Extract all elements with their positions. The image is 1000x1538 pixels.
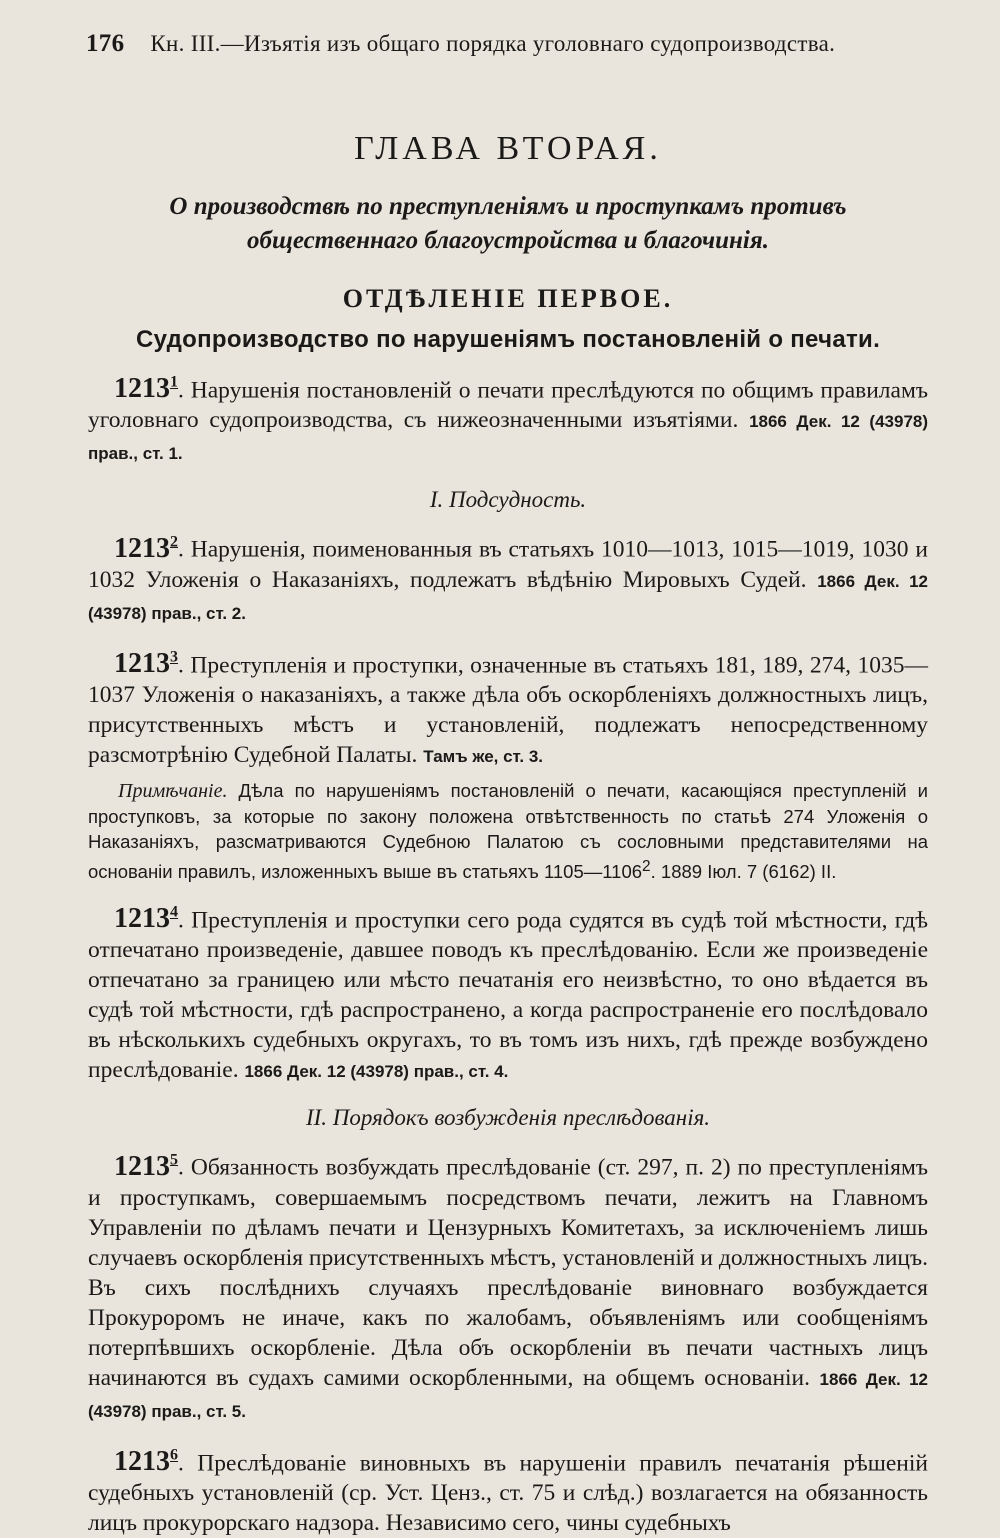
running-title: Кн. III.—Изъятія изъ общаго порядка уголовнаго судопроизводства.: [150, 31, 836, 56]
article-reference: 1866 Дек. 12 (43978) прав., ст. 4.: [244, 1062, 509, 1082]
article-text: . Нарушенія, поименованныя въ статьяхъ 1010—1013, 1015—1019, 1030 и 1032 Уложенія о Наказаніяхъ, подлежатъ вѣдѣнію Мировыхъ Судей.: [88, 536, 928, 593]
note-label: Примѣчаніе.: [118, 779, 228, 802]
note-sup: 2: [642, 857, 651, 875]
article-reference: 1866 Дек. 12 (43978) прав., ст. 2.: [88, 571, 928, 623]
article-1213-5: [88, 1145, 928, 1426]
article-number: 1213$^6$: [114, 1446, 178, 1478]
note-block: [88, 778, 928, 884]
page-number: 176: [86, 30, 125, 57]
chapter-subtitle: О производствѣ по преступленіямъ и проступкамъ противъ общественнаго благоустройства и благочинія.: [169, 193, 847, 254]
subheading-procedure: II. Порядокъ возбужденія преслѣдованія.: [305, 1105, 711, 1131]
article-number: 1213$^3$: [114, 647, 178, 679]
article-1213-4: [88, 898, 928, 1087]
article-text: . Преслѣдованіе виновныхъ въ нарушеніи правилъ печатанія рѣшеній судебныхъ установленій (ср. Уст. Ценз., ст. 75 и слѣд.) возлагается на обязанность лицъ прокурорскаго надзора. Независимо сего, чины судебныхъ: [88, 1450, 928, 1537]
note-reference: . 1889 Іюл. 7 (6162) II.: [650, 861, 837, 883]
article-number: 1213$^2$: [114, 532, 178, 564]
article-1213-3: [88, 643, 928, 772]
article-reference: 1866 Дек. 12 (43978) прав., ст. 5.: [88, 1369, 928, 1421]
article-text: . Обязанность возбуждать преслѣдованіе (ст. 297, п. 2) по преступленіямъ и проступкамъ, совершаемымъ посредствомъ печати, лежитъ на Главномъ Управленіи по дѣламъ печати и Цензурныхъ Комитетахъ, за исключеніемъ лишь случаевъ оскорбленія присутственныхъ мѣстъ, установленій и должностныхъ лицъ. Въ сихъ послѣднихъ случаяхъ преслѣдованіе виновнаго возбуждается Прокуроромъ не иначе, какъ по жалобамъ, объявленіямъ или сообщеніямъ потерпѣвшихъ оскорбленіе. Дѣла объ оскорбленіи въ печати частныхъ лицъ начинаются въ судахъ самими оскорбленными, на общемъ основаніи.: [88, 1154, 928, 1391]
article-number: 1213$^5$: [114, 1150, 178, 1182]
article-reference: 1866 Дек. 12 (43978) прав., ст. 1.: [88, 412, 929, 464]
article-1213-6: [88, 1441, 928, 1538]
chapter-title: ГЛАВА ВТОРАЯ.: [354, 130, 662, 167]
article-1213-1: [88, 368, 928, 469]
article-reference: Тамъ же, ст. 3.: [423, 746, 544, 766]
article-text: . Преступленія и проступки, означенные въ статьяхъ 181, 189, 274, 1035—1037 Уложенія о наказаніяхъ, а также дѣла объ оскорбленіяхъ должностныхъ лицъ, присутственныхъ мѣстъ и установленій, подлежатъ непосредственному разсмотрѣнію Судебной Палаты.: [88, 651, 928, 768]
article-text: . Преступленія и проступки сего рода судятся въ судѣ той мѣстности, гдѣ отпечатано произведеніе, давшее поводъ къ преслѣдованію. Если же произведеніе отпечатано за границею или мѣсто печатанія его неизвѣстно, то оно вѣдается въ судѣ той мѣстности, гдѣ распространено, а когда распространеніе его послѣдовало въ нѣсколькихъ судебныхъ округахъ, то въ томъ изъ нихъ, гдѣ прежде возбуждено преслѣдованіе.: [88, 907, 928, 1084]
article-text: . Нарушенія постановленій о печати преслѣдуются по общимъ правиламъ уголовнаго судопроизводства, съ нижеозначенными изъятіями.: [88, 377, 928, 434]
article-number: 1213$^1$: [114, 373, 178, 405]
section-title: ОТДѢЛЕНІЕ ПЕРВОЕ.: [342, 284, 674, 313]
running-header: [86, 30, 928, 58]
note-text: Дѣла по нарушеніямъ постановленій о печати, касающіяся преступленій и проступковъ, за которые по закону положена отвѣтственность по статьѣ 274 Уложенія о Наказаніяхъ, разсматриваются Судебною Палатою съ сословными представителями на основаніи правилъ, изложенныхъ выше въ статьяхъ 1105—1106: [88, 779, 929, 883]
article-1213-2: [88, 527, 928, 628]
subheading-jurisdiction: I. Подсудность.: [429, 487, 587, 513]
article-number: 1213$^4$: [114, 903, 178, 935]
section-subtitle: Судопроизводство по нарушеніямъ постановленій о печати.: [135, 326, 881, 353]
